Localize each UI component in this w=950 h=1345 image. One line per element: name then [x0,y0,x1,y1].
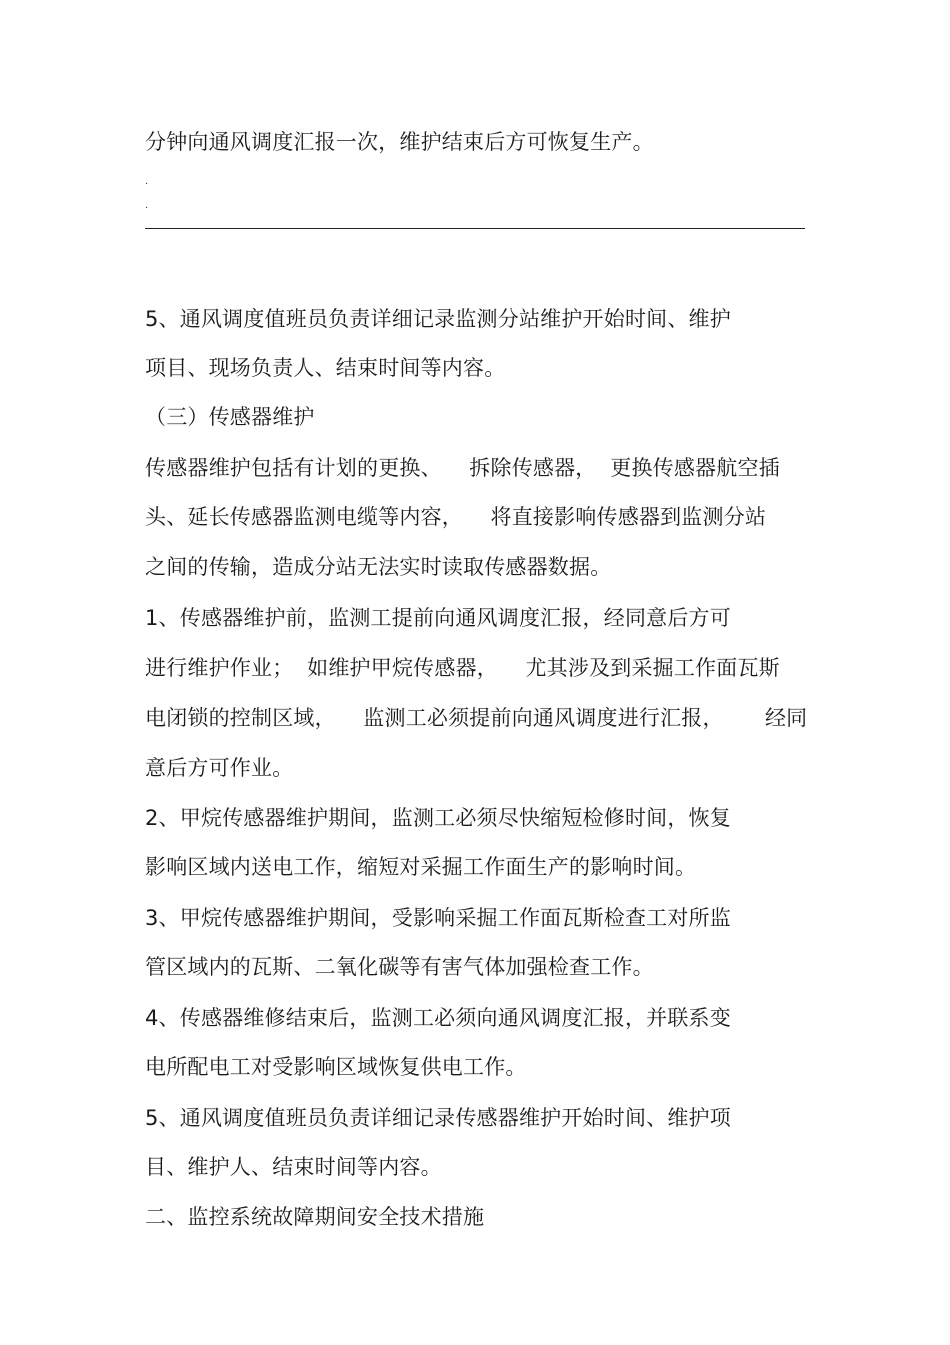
paragraph-line: 项目、现场负责人、结束时间等内容。 [145,356,506,380]
paragraph-line: 管区域内的瓦斯、二氧化碳等有害气体加强检查工作。 [145,955,654,979]
paragraph-line: 传感器维护包括有计划的更换、 拆除传感器， 更换传感器航空插 [145,456,780,480]
horizontal-rule [145,228,805,229]
section-heading: 二、监控系统故障期间安全技术措施 [145,1205,485,1229]
paragraph-line: 4、传感器维修结束后，监测工必须向通风调度汇报，并联系变 [145,1006,731,1030]
paragraph-line: 头、延长传感器监测电缆等内容， 将直接影响传感器到监测分站 [145,505,767,529]
paragraph-line: 3、甲烷传感器维护期间，受影响采掘工作面瓦斯检查工对所监 [145,906,731,930]
paragraph-line: 2、甲烷传感器维护期间，监测工必须尽快缩短检修时间，恢复 [145,806,731,830]
paragraph-line: 电闭锁的控制区域， 监测工必须提前向通风调度进行汇报， 经同 [145,706,808,730]
dot-marker: . [145,200,149,211]
dot-marker: . [145,176,149,187]
paragraph-line: 意后方可作业。 [145,756,294,780]
paragraph-line-top: 分钟向通风调度汇报一次，维护结束后方可恢复生产。 [145,130,654,154]
paragraph-line: 进行维护作业； 如维护甲烷传感器， 尤其涉及到采掘工作面瓦斯 [145,656,780,680]
paragraph-line: 之间的传输，造成分站无法实时读取传感器数据。 [145,555,612,579]
paragraph-line: 1、传感器维护前，监测工提前向通风调度汇报，经同意后方可 [145,606,731,630]
section-heading: （三）传感器维护 [145,405,315,429]
paragraph-line: 电所配电工对受影响区域恢复供电工作。 [145,1055,527,1079]
paragraph-line: 影响区域内送电工作，缩短对采掘工作面生产的影响时间。 [145,855,697,879]
paragraph-line: 目、维护人、结束时间等内容。 [145,1155,442,1179]
paragraph-line: 5、通风调度值班员负责详细记录监测分站维护开始时间、维护 [145,307,731,331]
paragraph-line: 5、通风调度值班员负责详细记录传感器维护开始时间、维护项 [145,1106,731,1130]
